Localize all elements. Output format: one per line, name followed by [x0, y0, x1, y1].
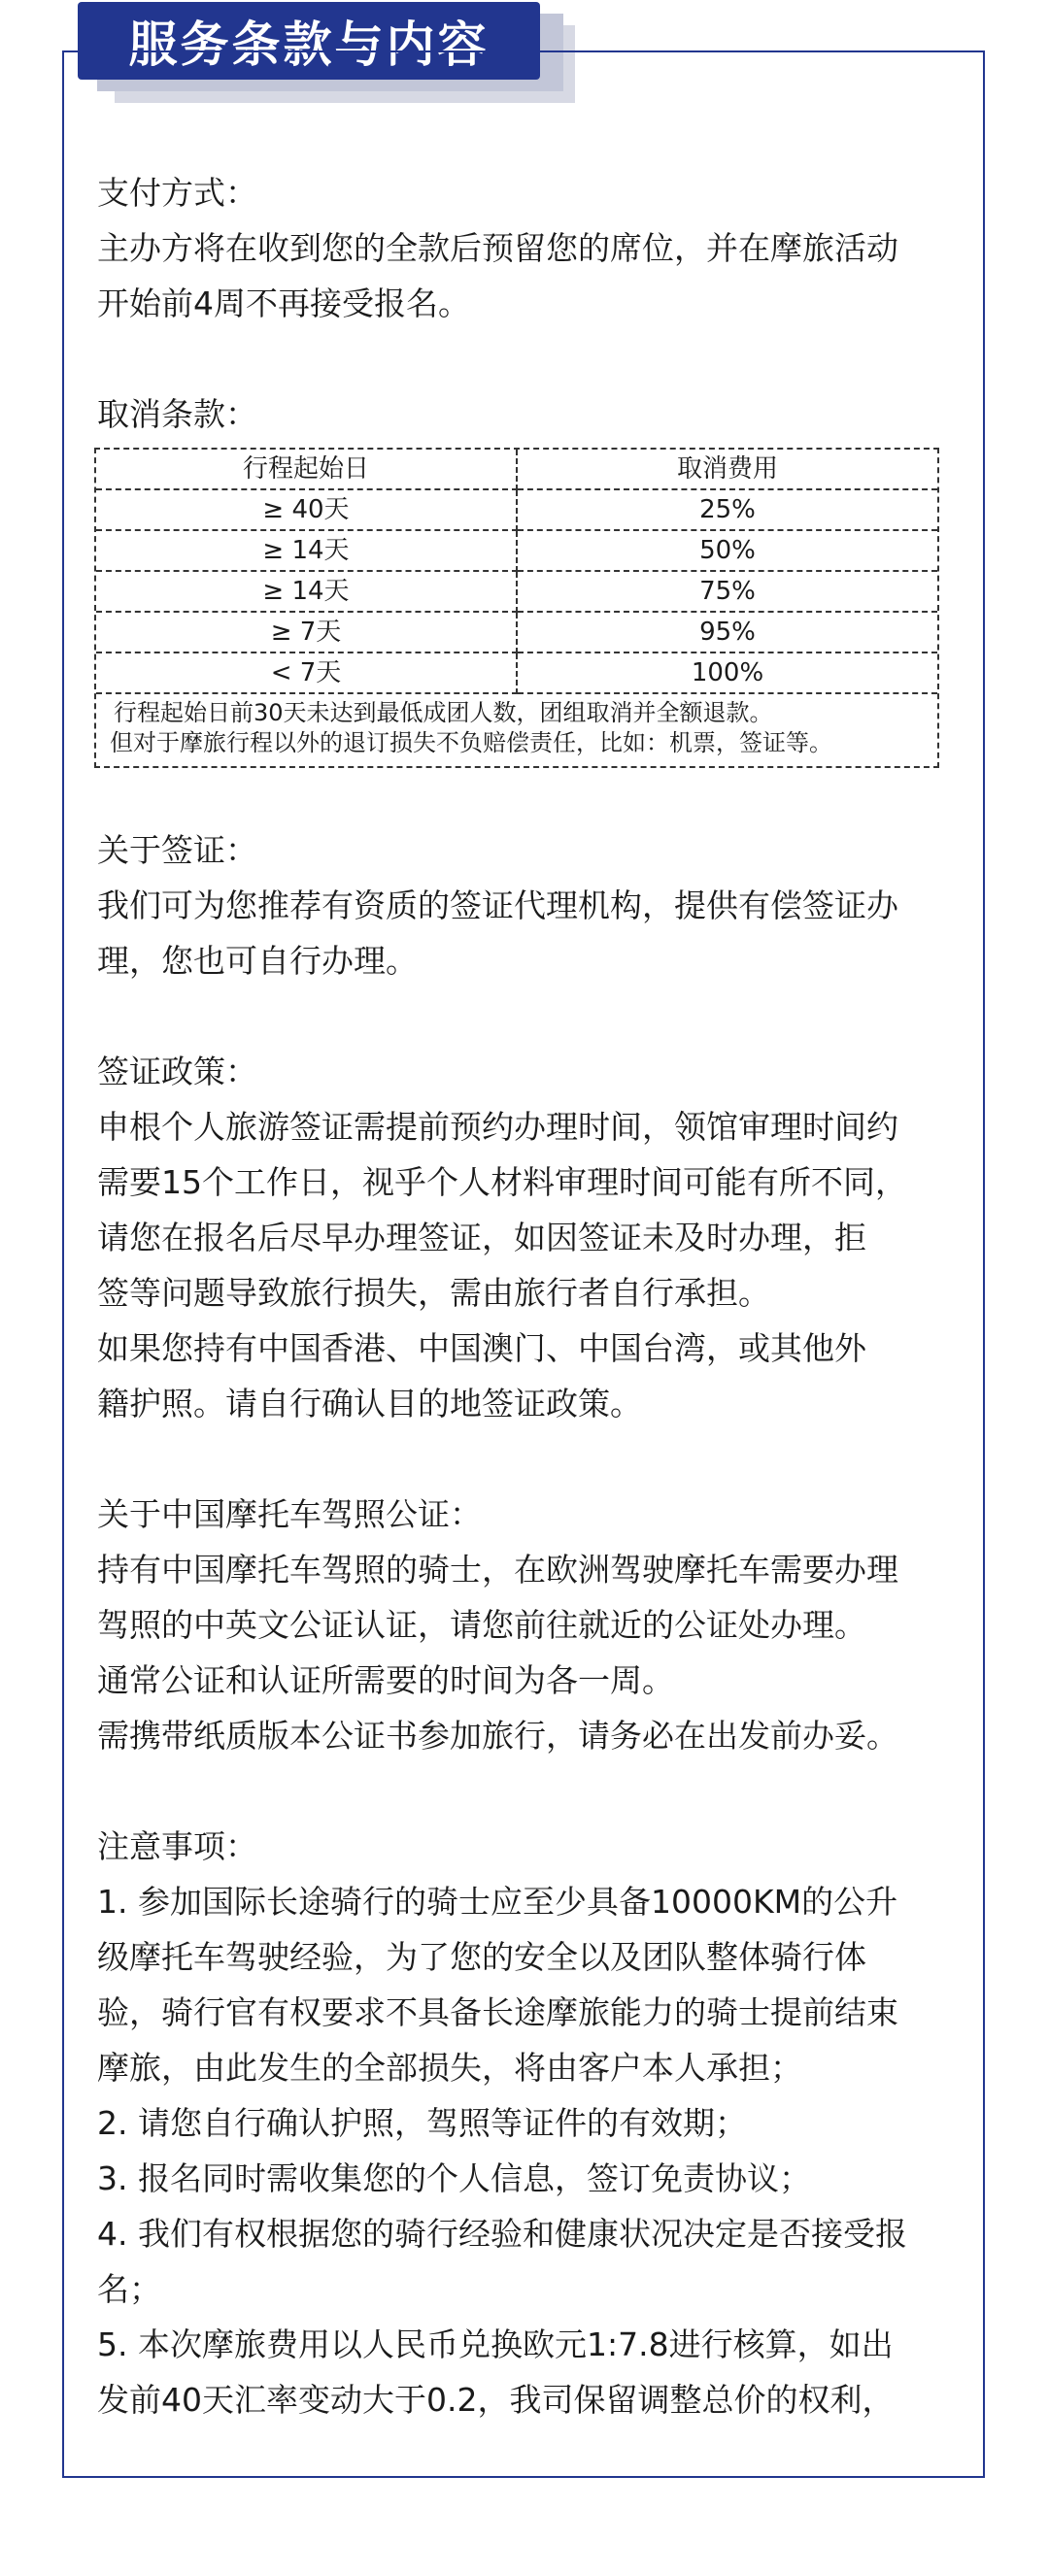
visa-policy-line: 籍护照。请自行确认目的地签证政策。: [97, 1385, 642, 1422]
table-note-line: 行程起始日前30天未达到最低成团人数，团组取消并全额退款。: [114, 699, 773, 726]
table-cell: ≥ 7天: [96, 612, 517, 652]
payment-section: [97, 165, 942, 331]
table-cell: 75%: [517, 571, 937, 612]
license-section: [97, 1487, 942, 1763]
visa-line: 理，您也可自行办理。: [97, 942, 418, 980]
table-header-row: [96, 450, 937, 489]
license-heading: 关于中国摩托车驾照公证：: [97, 1495, 482, 1533]
license-line: 需携带纸质版本公证书参加旅行，请务必在出发前办妥。: [97, 1717, 898, 1755]
visa-policy-heading: 签证政策：: [97, 1053, 257, 1090]
table-cell: ≥ 14天: [96, 571, 517, 612]
visa-heading: 关于签证：: [97, 831, 257, 869]
payment-line: 主办方将在收到您的全款后预留您的席位，并在摩旅活动: [97, 229, 898, 267]
table-header-cell: 取消费用: [517, 450, 937, 489]
notes-line: 验，骑行官有权要求不具备长途摩旅能力的骑士提前结束: [97, 1993, 898, 2031]
payment-line: 开始前4周不再接受报名。: [97, 284, 470, 322]
visa-policy-line: 请您在报名后尽早办理签证，如因签证未及时办理，拒: [97, 1219, 866, 1256]
license-line: 持有中国摩托车驾照的骑士，在欧洲驾驶摩托车需要办理: [97, 1551, 898, 1589]
table-cell: ≥ 40天: [96, 489, 517, 530]
notes-section: [97, 1819, 942, 2427]
visa-policy-line: 申根个人旅游签证需提前预约办理时间，领馆审理时间约: [97, 1108, 898, 1146]
notes-line: 级摩托车驾驶经验，为了您的安全以及团队整体骑行体: [97, 1938, 866, 1976]
table-notes: [96, 694, 937, 766]
notes-line: 3. 报名同时需收集您的个人信息，签订免责协议；: [97, 2159, 811, 2197]
notes-line: 4. 我们有权根据您的骑行经验和健康状况决定是否接受报: [97, 2215, 907, 2253]
table-cell: 100%: [517, 652, 937, 693]
table-cell: ≥ 14天: [96, 530, 517, 571]
visa-policy-line: 签等问题导致旅行损失，需由旅行者自行承担。: [97, 1274, 770, 1312]
notes-line: 摩旅，由此发生的全部损失，将由客户本人承担；: [97, 2049, 802, 2087]
table-row: [96, 571, 937, 612]
license-line: 通常公证和认证所需要的时间为各一周。: [97, 1661, 674, 1699]
notes-line: 5. 本次摩旅费用以人民币兑换欧元1:7.8进行核算，如出: [97, 2325, 894, 2363]
notes-line: 1. 参加国际长途骑行的骑士应至少具备10000KM的公升: [97, 1883, 898, 1921]
table-cell: 95%: [517, 612, 937, 652]
table-cell: 50%: [517, 530, 937, 571]
cancellation-section: [97, 386, 942, 768]
terms-content: [97, 165, 942, 2483]
visa-policy-line: 需要15个工作日，视乎个人材料审理时间可能有所不同，: [97, 1163, 907, 1201]
page-title: 服务条款与内容: [128, 17, 490, 73]
cancellation-table: [94, 448, 939, 768]
notes-heading: 注意事项：: [97, 1827, 257, 1865]
payment-heading: 支付方式：: [97, 174, 257, 212]
table-row: [96, 489, 937, 530]
notes-line: 2. 请您自行确认护照，驾照等证件的有效期；: [97, 2104, 747, 2142]
table-header-cell: 行程起始日: [96, 450, 517, 489]
visa-policy-line: 如果您持有中国香港、中国澳门、中国台湾，或其他外: [97, 1329, 866, 1367]
table-row: [96, 652, 937, 693]
cancellation-heading: 取消条款：: [97, 395, 257, 433]
table-cell: 25%: [517, 489, 937, 530]
visa-line: 我们可为您推荐有资质的签证代理机构，提供有偿签证办: [97, 887, 898, 924]
table-cell: < 7天: [96, 652, 517, 693]
notes-line: 发前40天汇率变动大于0.2，我司保留调整总价的权利，: [97, 2381, 895, 2419]
table-note-line: 但对于摩旅行程以外的退订损失不负赔偿责任，比如：机票，签证等。: [110, 729, 832, 756]
table-row: [96, 530, 937, 571]
visa-policy-section: [97, 1044, 942, 1431]
license-line: 驾照的中英文公证认证，请您前往就近的公证处办理。: [97, 1606, 866, 1644]
table-row: [96, 612, 937, 652]
visa-section: [97, 822, 942, 988]
notes-line: 名；: [97, 2270, 161, 2308]
